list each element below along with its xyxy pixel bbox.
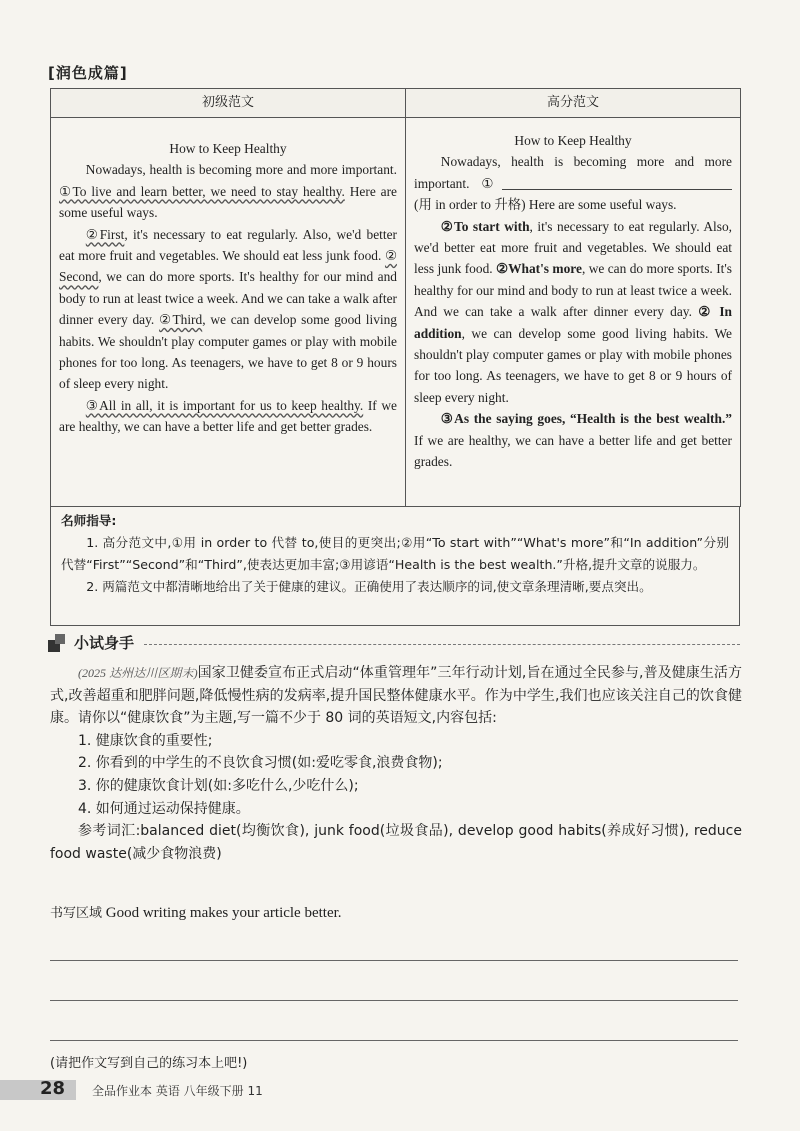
guidance-item-2: 2. 两篇范文中都清晰地给出了关于健康的建议。正确使用了表达顺序的词,使文章条理清晰,要点突出。	[86, 579, 652, 594]
text: If we are healthy, we can have a better life and get better grades.	[414, 432, 732, 470]
keyword-in-addition: ② In addition	[414, 304, 732, 341]
text: , we can do more sports. It's healthy for our mind and body to run at least twice a week. And we can take a walk after dinner every day.	[59, 269, 397, 328]
prompt-text: 国家卫健委宣布正式启动“体重管理年”三年行动计划,旨在通过全民参与,普及健康生活方式,改善超重和肥胖问题,降低慢性病的发病率,提升国民整体健康水平。作为中学生,我们也应该关注自己的饮食健康。请你以“健康饮食”为主题,写一篇不少于 80 词的英语短文,内容包括:	[50, 665, 743, 727]
advanced-paragraph-1	[414, 151, 732, 215]
marker-first: ②First	[85, 226, 125, 242]
text: Here are some useful ways.	[59, 183, 398, 221]
basic-paragraph-1	[59, 159, 397, 223]
page-footer	[0, 1074, 800, 1104]
footer-text: 全品作业本 英语 八年级下册 11	[92, 1084, 263, 1098]
writing-line[interactable]	[50, 960, 738, 961]
text: , we can develop some good living habits. We shouldn't play computer games or play with mobile phones for too long. As teenagers, we have to get 8 or 9 hours of sleep every night.	[59, 312, 397, 392]
essay-comparison-table	[50, 88, 741, 507]
task-prompt	[50, 662, 742, 730]
col-header-basic: 初级范文	[51, 89, 406, 118]
keyword-whats-more: ②What's more	[496, 261, 582, 277]
guidance-title: 名师指导:	[61, 513, 117, 528]
text: , we can develop some good living habits. We shouldn't play computer games or play with mobile phones for too long. As teenagers, we have to get 8 or 9 hours of sleep every night.	[414, 325, 732, 405]
practice-title: 小试身手	[74, 634, 135, 652]
writing-line[interactable]	[50, 1000, 738, 1001]
basic-paragraph-2	[59, 224, 397, 395]
writing-area-label	[50, 902, 342, 922]
task-point-1: 1. 健康饮食的重要性;	[78, 732, 213, 749]
col-header-advanced: 高分范文	[406, 89, 741, 118]
task-source: (2025 达州达川区期末)	[78, 666, 198, 680]
teacher-guidance	[50, 506, 740, 626]
practice-header	[48, 632, 740, 656]
basic-paragraph-3	[59, 395, 397, 438]
writing-label-zh: 书写区域	[50, 906, 103, 921]
wavy-underlined-conclusion: ③All in all, it is important for us to keep healthy.	[85, 397, 364, 413]
wavy-underlined-sentence: ①To live and learn better, we need to stay healthy.	[59, 183, 345, 199]
writing-label-en: Good writing makes your article better.	[105, 905, 342, 921]
text: Nowadays, health is becoming more and more important.	[85, 162, 397, 178]
text: , it's necessary to eat regularly. Also, we'd better eat more fruit and vegetables. We should eat less junk food.	[414, 218, 732, 277]
basic-essay	[51, 118, 406, 507]
reference-vocabulary: 参考词汇:balanced diet(均衡饮食), junk food(垃圾食品), develop good habits(养成好习惯), reduce food waste(减少食物浪费)	[50, 823, 742, 862]
keyword-saying: ③As the saying goes, “Health is the best wealth.”	[440, 411, 732, 427]
basic-essay-title: How to Keep Healthy	[169, 141, 287, 156]
section-title: [润色成篇]	[48, 64, 128, 82]
keyword-to-start-with: ②To start with	[440, 218, 530, 234]
advanced-paragraph-2	[414, 216, 732, 409]
advanced-essay-title: How to Keep Healthy	[514, 133, 632, 148]
dashed-divider	[144, 644, 740, 645]
fill-in-blank[interactable]	[502, 175, 732, 190]
writing-line[interactable]	[50, 1040, 738, 1041]
task-point-2: 2. 你看到的中学生的不良饮食习惯(如:爱吃零食,浪费食物);	[78, 755, 443, 772]
task-point-3: 3. 你的健康饮食计划(如:多吃什么,少吃什么);	[78, 777, 359, 794]
page-number: 28	[40, 1078, 66, 1099]
guidance-item-1: 1. 高分范文中,①用 in order to 代替 to,使目的更突出;②用“To start with”“What's more”和“In addition”分别代替“First”“Second”和“Third”,使表达更加丰富;③用谚语“Health is the best wealth.”升格,提升文章的说服力。	[61, 535, 729, 572]
writing-task	[50, 662, 742, 865]
advanced-essay	[406, 118, 741, 507]
text: (用 in order to 升格) Here are some useful ways.	[414, 197, 677, 213]
marker-second: ② Second	[59, 248, 397, 285]
marker-third: ②Third	[159, 312, 203, 328]
advanced-paragraph-3	[414, 408, 732, 472]
text: Nowadays, health is becoming more and more important. ①	[414, 154, 732, 191]
text: , it's necessary to eat regularly. Also, we'd better eat more fruit and vegetables. We should eat less junk food.	[59, 226, 397, 264]
footnote: (请把作文写到自己的练习本上吧!)	[50, 1056, 248, 1071]
text: , we can do more sports. It's healthy for our mind and body to run at least twice a week. And we can take a walk after dinner every day.	[414, 261, 732, 320]
text: If we are healthy, we can have a better life and get better grades.	[59, 397, 397, 435]
section-block-icon	[48, 634, 66, 652]
task-point-4: 4. 如何通过运动保持健康。	[78, 800, 250, 817]
